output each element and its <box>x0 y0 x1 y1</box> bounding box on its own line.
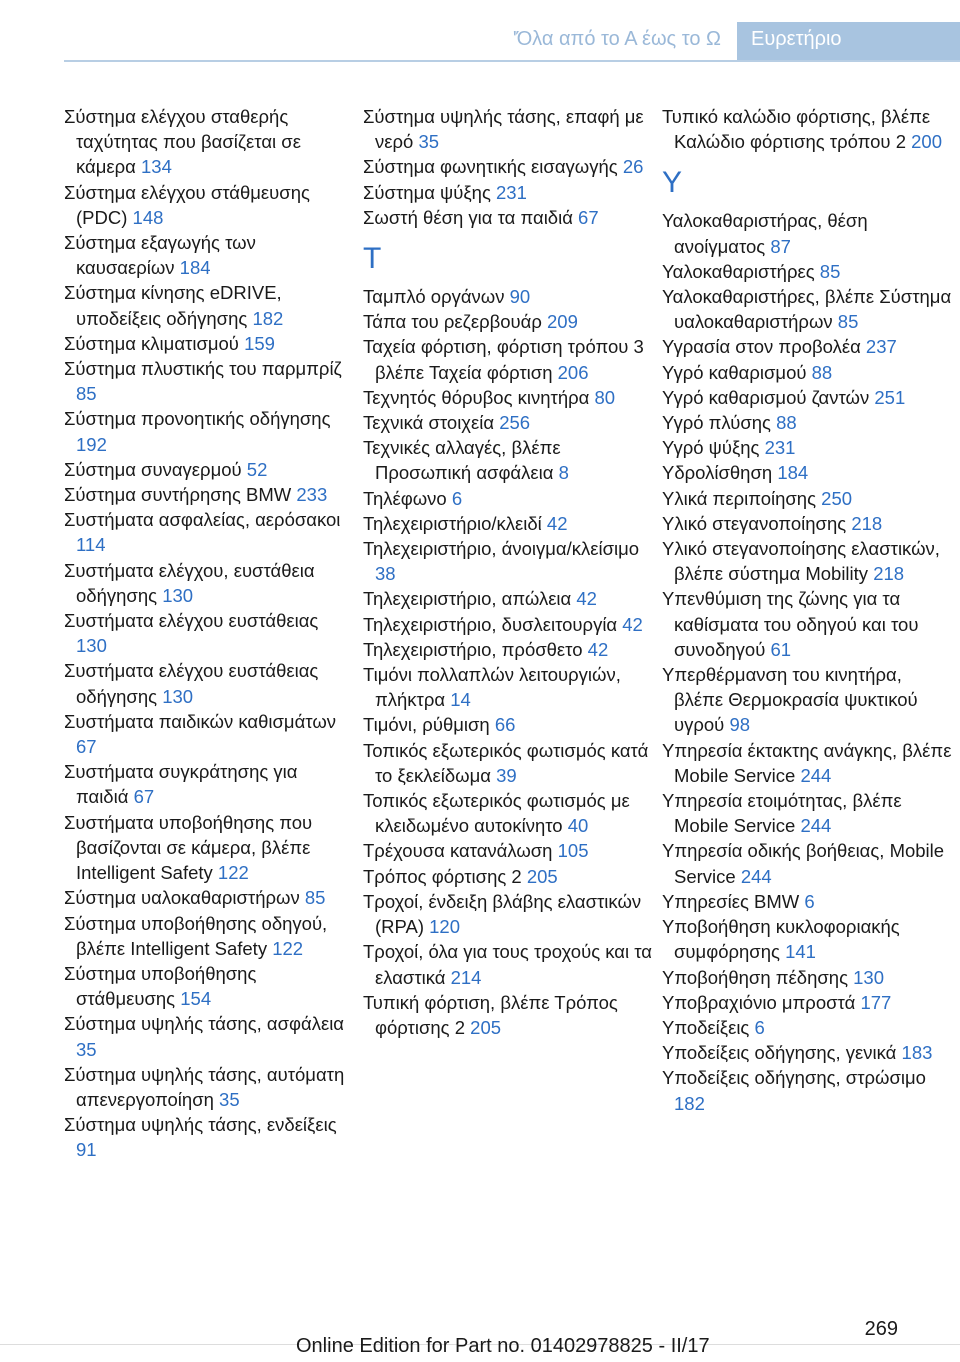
index-entry <box>64 230 354 280</box>
index-entry <box>363 637 653 662</box>
index-entry-term: Υλικά περιποίησης <box>662 487 817 509</box>
index-entry-term: Τηλεχειριστήριο, πρόσθετο <box>363 638 583 660</box>
index-entry-term: Συστήματα ασφαλείας, αερόσακοι <box>64 509 341 531</box>
page-header <box>0 0 960 88</box>
index-page-link[interactable]: 6 <box>804 890 815 912</box>
index-entry <box>64 608 354 658</box>
index-page-link[interactable]: 205 <box>470 1016 502 1038</box>
index-page-link[interactable]: 183 <box>901 1042 933 1064</box>
index-entry <box>662 334 952 359</box>
index-entry-term: Σύστημα υψηλής τάσης, ενδείξεις <box>64 1114 337 1136</box>
index-page-link[interactable]: 35 <box>418 131 440 153</box>
index-entry-term: Συστήματα παιδικών καθισμάτων <box>64 710 337 732</box>
index-entry <box>363 939 653 989</box>
index-entry-term: Υαλοκαθαριστήρες <box>662 260 815 282</box>
index-entry-term: Υπηρεσία οδικής βοήθειας, Mobile Service <box>662 840 945 887</box>
index-page-link[interactable]: 244 <box>740 865 772 887</box>
index-page-link[interactable]: 184 <box>179 257 211 279</box>
index-page-link[interactable]: 231 <box>496 181 527 203</box>
section-title-tab <box>484 22 735 60</box>
index-entry <box>64 658 354 708</box>
index-page-link[interactable]: 130 <box>853 966 885 988</box>
index-entry-term: Σύστημα ψύξης <box>363 181 491 203</box>
index-page-link[interactable]: 184 <box>777 462 809 484</box>
header-divider <box>64 60 960 62</box>
index-entry <box>363 154 653 179</box>
index-entry-term: Υλικό στεγανοποίησης ελαστικών, βλέπε σύστημα Mobility <box>662 538 940 585</box>
index-entry-term: Τηλεχειριστήριο, άνοιγμα/κλείσιμο <box>363 538 640 560</box>
index-page-link[interactable]: 250 <box>821 487 853 509</box>
index-entry <box>363 486 653 511</box>
index-entry <box>363 284 653 309</box>
index-page-link[interactable]: 42 <box>587 638 609 660</box>
index-entry <box>662 738 952 788</box>
index-page-link[interactable]: 154 <box>180 988 212 1010</box>
index-entry-term: Υαλοκαθαριστήρας, θέση ανοίγματος <box>662 210 868 257</box>
index-entry-term: Τηλεχειριστήριο, απώλεια <box>363 588 572 610</box>
index-entry-term: Υπενθύμιση της ζώνης για τα καθίσματα του οδηγού και του συνοδηγού <box>662 588 919 660</box>
index-entry <box>64 457 354 482</box>
index-column-3 <box>662 104 952 1116</box>
index-page-link[interactable]: 42 <box>576 588 597 610</box>
index-entry <box>363 838 653 863</box>
index-entry <box>662 990 952 1015</box>
index-entry-term: Σύστημα υποβοήθησης οδηγού, βλέπε Intelligent Safety <box>64 912 328 959</box>
index-page-link[interactable]: 159 <box>244 332 275 354</box>
index-entry-term: Υποδείξεις <box>662 1016 750 1038</box>
index-entry-term: Υγρασία στον προβολέα <box>662 336 861 358</box>
index-entry-term: Τεχνικά στοιχεία <box>363 412 495 434</box>
index-page-link[interactable]: 134 <box>141 156 172 178</box>
index-entry-term: Τροχοί, όλα για τους τροχούς και τα ελαστικά <box>363 941 652 988</box>
index-letter-heading: Τ <box>363 242 382 276</box>
index-entry <box>64 356 354 406</box>
index-page-link[interactable]: 122 <box>217 862 249 884</box>
index-page-link[interactable]: 177 <box>860 991 892 1013</box>
index-entry <box>64 104 354 180</box>
index-entry-term: Σύστημα συναγερμού <box>64 458 242 480</box>
index-page-link[interactable]: 38 <box>375 563 396 585</box>
index-page-link[interactable]: 85 <box>837 311 859 333</box>
index-entry-term: Σύστημα υψηλής τάσης, επαφή με νερό <box>363 106 644 153</box>
index-page-link[interactable]: 39 <box>496 764 517 786</box>
index-page-link[interactable]: 40 <box>567 815 589 837</box>
index-page-link[interactable]: 130 <box>76 635 107 657</box>
index-entry <box>662 208 952 258</box>
index-letter-heading: Υ <box>662 166 683 200</box>
index-page-link[interactable]: 244 <box>800 764 832 786</box>
index-entry-term: Υπηρεσία ετοιμότητας, βλέπε Mobile Service <box>662 790 902 837</box>
index-entry <box>363 889 653 939</box>
index-page-link[interactable]: 209 <box>547 311 578 333</box>
index-entry <box>363 788 653 838</box>
edition-footer: Online Edition for Part no. 01402978825 - II/17 <box>296 1335 710 1357</box>
index-entry <box>64 709 354 759</box>
index-entry-term: Τοπικός εξωτερικός φωτισμός κατά το ξεκλείδωμα <box>363 739 649 786</box>
index-entry <box>662 435 952 460</box>
index-page-link[interactable]: 42 <box>546 512 568 534</box>
index-page-link[interactable]: 105 <box>557 840 589 862</box>
index-entry <box>662 889 952 914</box>
index-page-link[interactable]: 182 <box>674 1092 705 1114</box>
index-page-link[interactable]: 88 <box>811 361 833 383</box>
index-entry-term: Υγρό καθαρισμού <box>662 361 807 383</box>
index-entry <box>64 810 354 886</box>
index-page-link[interactable]: 218 <box>873 563 905 585</box>
index-entry-term: Σύστημα κίνησης eDRIVE, υποδείξεις οδήγησης <box>64 282 282 329</box>
index-page-link[interactable]: 122 <box>272 937 304 959</box>
index-entry-term: Τεχνικές αλλαγές, βλέπε Προσωπική ασφάλεια <box>363 437 561 484</box>
index-page-link[interactable]: 98 <box>729 714 751 736</box>
index-page-link[interactable]: 192 <box>76 433 107 455</box>
index-page-link[interactable]: 148 <box>132 206 164 228</box>
index-entry <box>662 1040 952 1065</box>
index-page-link[interactable]: 205 <box>526 865 558 887</box>
index-page-link[interactable]: 120 <box>429 916 461 938</box>
section-title: 'Όλα από το Α έως το Ω <box>512 28 721 50</box>
index-page-link[interactable]: 61 <box>770 638 792 660</box>
index-page-link[interactable]: 80 <box>594 386 616 408</box>
index-entry <box>64 331 354 356</box>
index-page-link[interactable]: 35 <box>76 1038 97 1060</box>
index-entry <box>64 1062 354 1112</box>
index-entry <box>662 965 952 990</box>
index-entry-term: Τεχνητός θόρυβος κινητήρα <box>363 386 590 408</box>
index-tab[interactable] <box>737 22 960 60</box>
index-column-2 <box>363 104 653 1040</box>
index-entry-term: Σύστημα φωνητικής εισαγωγής <box>363 156 618 178</box>
index-entry-term: Σύστημα ελέγχου σταθερής ταχύτητας που βασίζεται σε κάμερα <box>64 106 301 178</box>
index-page-link[interactable]: 233 <box>296 484 328 506</box>
index-entry-term: Υλικό στεγανοποίησης <box>662 512 847 534</box>
index-page-link[interactable]: 214 <box>450 966 482 988</box>
index-page-link[interactable]: 67 <box>76 736 97 758</box>
index-entry <box>662 788 952 838</box>
index-page-link[interactable]: 42 <box>622 613 643 635</box>
index-entry-term: Σύστημα πλυστικής του παρμπρίζ <box>64 358 342 380</box>
index-entry-term: Υαλοκαθαριστήρες, βλέπε Σύστημα υαλοκαθαριστήρων <box>662 286 952 333</box>
index-entry <box>363 536 653 586</box>
index-entry <box>64 911 354 961</box>
index-page-link[interactable]: 218 <box>851 512 883 534</box>
index-page-link[interactable]: 130 <box>162 584 194 606</box>
index-entry-term: Σύστημα υποβοήθησης στάθμευσης <box>64 962 257 1010</box>
index-entry-term: Ταχεία φόρτιση, φόρτιση τρόπου 3 βλέπε Ταχεία φόρτιση <box>363 336 644 383</box>
index-entry-term: Υπηρεσίες BMW <box>662 890 800 912</box>
index-entry-term: Σύστημα εξαγωγής των καυσαερίων <box>64 232 256 279</box>
index-entry <box>662 360 952 385</box>
index-entry-term: Τηλέφωνο <box>363 487 447 509</box>
index-entry-term: Τηλεχειριστήριο, δυσλειτουργία <box>363 613 618 635</box>
index-entry <box>64 759 354 809</box>
index-entry-term: Υποβοήθηση πέδησης <box>662 966 848 988</box>
index-entry <box>64 961 354 1011</box>
index-page-link[interactable]: 90 <box>509 286 531 308</box>
index-page-link[interactable]: 200 <box>911 131 942 153</box>
index-entry <box>662 536 952 586</box>
index-entry <box>662 410 952 435</box>
index-entry-term: Τηλεχειριστήριο/κλειδί <box>363 512 542 534</box>
index-entry-term: Υδρολίσθηση <box>662 462 773 484</box>
index-entry <box>363 385 653 410</box>
index-page-link[interactable]: 130 <box>162 685 194 707</box>
index-page-link[interactable]: 67 <box>133 786 155 808</box>
index-entry <box>662 1015 952 1040</box>
index-entry <box>662 104 952 154</box>
index-entry <box>363 511 653 536</box>
index-entry-term: Σωστή θέση για τα παιδιά <box>363 206 573 228</box>
index-entry-term: Τροχοί, ένδειξη βλάβης ελαστικών (RPA) <box>363 890 642 938</box>
index-entry <box>64 1112 354 1162</box>
index-entry <box>64 885 354 910</box>
index-entry-term: Υποβοήθηση κυκλοφοριακής συμφόρησης <box>662 916 900 963</box>
index-entry-term: Τρόπος φόρτισης 2 <box>363 865 522 887</box>
index-entry-term: Τάπα του ρεζερβουάρ <box>363 311 542 333</box>
index-entry <box>662 1065 952 1115</box>
index-page-link[interactable]: 251 <box>874 386 906 408</box>
index-entry <box>662 385 952 410</box>
index-page-link[interactable]: 8 <box>558 462 569 484</box>
index-entry <box>363 180 653 205</box>
index-entry <box>64 180 354 230</box>
index-entry <box>363 864 653 889</box>
index-entry-term: Υγρό καθαρισμού ζαντών <box>662 386 870 408</box>
index-entry-term: Συστήματα ελέγχου, ευστάθεια οδήγησης <box>64 559 315 606</box>
index-entry-term: Σύστημα κλιματισμού <box>64 332 239 354</box>
index-entry <box>363 435 653 485</box>
index-entry <box>363 309 653 334</box>
index-entry-term: Ταμπλό οργάνων <box>363 286 505 308</box>
index-page-link[interactable]: 182 <box>252 307 284 329</box>
index-entry <box>662 838 952 888</box>
index-entry <box>363 205 653 230</box>
index-page-link[interactable]: 141 <box>785 941 816 963</box>
index-page-link[interactable]: 52 <box>246 458 268 480</box>
index-page-link[interactable]: 35 <box>219 1088 240 1110</box>
page-number: 269 <box>864 1318 898 1340</box>
index-page-link[interactable]: 237 <box>865 336 897 358</box>
index-page-link[interactable]: 67 <box>578 206 599 228</box>
index-entry <box>64 406 354 456</box>
index-entry <box>64 280 354 330</box>
index-entry <box>64 1011 354 1061</box>
index-entry-term: Υποδείξεις οδήγησης, γενικά <box>662 1042 897 1064</box>
index-entry-term: Συστήματα υποβοήθησης που βασίζονται σε κάμερα, βλέπε Intelligent Safety <box>64 811 313 884</box>
index-entry-term: Τυπική φόρτιση, βλέπε Τρόπος φόρτισης 2 <box>363 991 618 1038</box>
index-page-link[interactable]: 14 <box>450 689 471 711</box>
index-entry <box>363 334 653 384</box>
index-entry <box>363 712 653 737</box>
index-entry-term: Υγρό ψύξης <box>662 437 760 459</box>
index-tab-label: Ευρετήριο <box>751 28 842 50</box>
index-entry <box>64 507 354 557</box>
index-entry-term: Υπηρεσία έκτακτης ανάγκης, βλέπε Mobile Service <box>662 739 952 786</box>
index-entry-term: Συστήματα ελέγχου ευστάθειας <box>64 610 319 632</box>
index-page-link[interactable]: 85 <box>76 383 97 405</box>
index-entry-term: Σύστημα συντήρησης BMW <box>64 484 292 506</box>
index-page-link[interactable]: 66 <box>494 714 516 736</box>
index-entry <box>363 586 653 611</box>
index-entry-term: Τοπικός εξωτερικός φωτισμός με κλειδωμένο αυτοκίνητο <box>363 790 630 837</box>
index-page-link[interactable]: 88 <box>776 412 797 434</box>
index-entry <box>64 558 354 608</box>
index-page-link[interactable]: 6 <box>754 1016 765 1038</box>
index-entry <box>662 284 952 334</box>
index-entry-term: Συστήματα συγκράτησης για παιδιά <box>64 761 298 808</box>
index-entry-term: Συστήματα ελέγχου ευστάθειας οδήγησης <box>64 660 319 707</box>
index-page-link[interactable]: 114 <box>76 534 106 556</box>
index-page-link[interactable]: 87 <box>770 235 791 257</box>
index-entry-term: Υπερθέρμανση του κινητήρα, βλέπε Θερμοκρασία ψυκτικού υγρού <box>662 664 918 736</box>
index-entry-term: Σύστημα υψηλής τάσης, αυτόματη απενεργοποίηση <box>64 1063 345 1110</box>
index-page-link[interactable]: 206 <box>557 361 589 383</box>
index-entry <box>363 662 653 712</box>
index-entry-term: Τιμόνι, ρύθμιση <box>363 714 490 736</box>
index-entry <box>363 612 653 637</box>
index-entry <box>662 914 952 964</box>
index-page-link[interactable]: 26 <box>622 156 644 178</box>
index-entry-term: Τρέχουσα κατανάλωση <box>363 840 553 862</box>
index-entry-term: Σύστημα υαλοκαθαριστήρων <box>64 887 300 909</box>
index-entry <box>662 259 952 284</box>
index-entry <box>662 511 952 536</box>
index-entry-term: Τιμόνι πολλαπλών λειτουργιών, πλήκτρα <box>363 664 621 711</box>
index-entry-term: Υποβραχιόνιο μπροστά <box>662 991 856 1013</box>
index-page-link[interactable]: 231 <box>764 437 796 459</box>
index-entry-term: Σύστημα υψηλής τάσης, ασφάλεια <box>64 1013 345 1035</box>
index-column-1 <box>64 104 354 1163</box>
index-page-link[interactable]: 6 <box>451 487 463 509</box>
index-entry-term: Τυπικό καλώδιο φόρτισης, βλέπε Καλώδιο φόρτισης τρόπου 2 <box>662 106 931 153</box>
index-entry <box>363 738 653 788</box>
index-page-link[interactable]: 91 <box>76 1139 97 1161</box>
index-page-link[interactable]: 85 <box>304 887 326 909</box>
index-entry-term: Σύστημα προνοητικής οδήγησης <box>64 408 331 430</box>
index-page-link[interactable]: 256 <box>499 412 531 434</box>
index-entry <box>662 586 952 662</box>
index-entry-term: Υποδείξεις οδήγησης, στρώσιμο <box>662 1067 926 1089</box>
index-entry <box>662 460 952 485</box>
index-entry <box>662 486 952 511</box>
index-entry <box>363 990 653 1040</box>
index-entry <box>363 104 653 154</box>
index-page-link[interactable]: 85 <box>819 260 841 282</box>
index-entry <box>662 662 952 738</box>
index-entry <box>64 482 354 507</box>
index-page-link[interactable]: 244 <box>800 815 832 837</box>
index-entry-term: Υγρό πλύσης <box>662 412 771 434</box>
index-entry-term: Σύστημα ελέγχου στάθμευσης (PDC) <box>64 181 310 228</box>
index-entry <box>363 410 653 435</box>
